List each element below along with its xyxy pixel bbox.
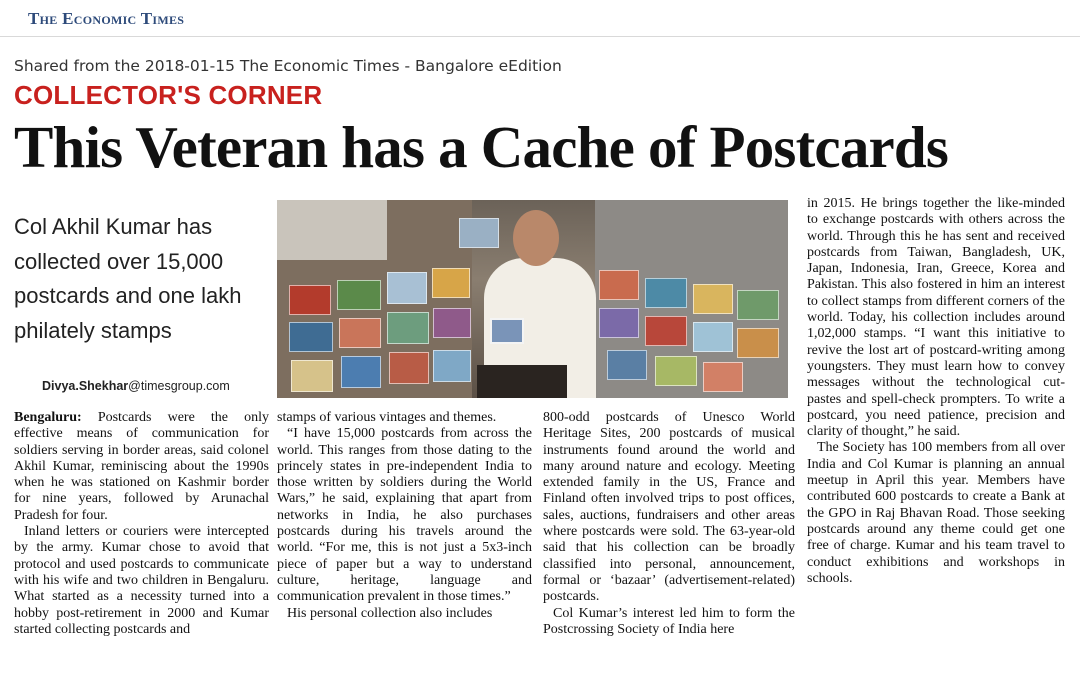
photo-postcard [337,280,381,310]
photo-postcard [433,350,471,382]
article-paragraph: Col Kumar’s interest led him to form the Postcrossing Society of India here [543,605,795,637]
article-paragraph [14,410,269,524]
photo-held-postcard [490,318,524,344]
photo-postcard [459,218,499,248]
photo-postcard [291,360,333,392]
article-column-3 [543,410,795,638]
photo-postcard [645,278,687,308]
photo-postcard [599,308,639,338]
photo-postcard [389,352,429,384]
photo-person-head [513,210,559,266]
photo-postcard [432,268,470,298]
article-paragraph: His personal collection also includes [287,605,493,621]
photo-postcard [341,356,381,388]
photo-window [277,200,387,260]
shared-from-line: Shared from the 2018-01-15 The Economic Times - Bangalore eEdition [14,57,562,75]
article-column-1 [14,410,269,638]
photo-postcard [339,318,381,348]
article-column-4 [807,196,1065,587]
photo-postcard [645,316,687,346]
paragraph-text: Postcards were the only effective means of communication for soldiers serving in border areas, said colonel Akhil Kumar, reminiscing about the 1990s when he was stationed on Kashmir border for nine years, followed by Arunachal Pradesh for four. [14,410,270,523]
photo-postcard [599,270,639,300]
headline: This Veteran has a Cache of Postcards [14,114,949,180]
deck-summary: Col Akhil Kumar has collected over 15,000 postcards and one lakh philately stamps [14,214,242,343]
photo-postcard [737,328,779,358]
article-paragraph: The Society has 100 members from all over India and Col Kumar is planning an annual meetup in April this year. Members have contributed 600 postcards to create a Bank at the GPO in Raj Bhavan Road. Those seeking postcards around any theme could get one free of charge. Kumar and his team travel to conduct exhibitions and workshops in schools. [807,440,1065,586]
byline [42,379,230,393]
byline-email-domain: @timesgroup.com [128,379,230,393]
article-photo [277,200,788,398]
photo-postcard [693,322,733,352]
photo-postcard [693,284,733,314]
photo-postcard [655,356,697,386]
byline-name: Divya.Shekhar [42,379,129,393]
photo-postcard [607,350,647,380]
photo-postcard [703,362,743,392]
section-kicker: COLLECTOR'S CORNER [14,80,323,110]
article-paragraph: Inland letters or couriers were intercepted by the army. Kumar chose to avoid that protocol and used postcards to communicate with his wife and two children in Bengaluru. What started as a necessity turned into a hobby post-retirement in 2000 and Kumar started collecting postcards and [14,524,269,637]
article-paragraph: “I have 15,000 postcards from across the world. This ranges from those dating to the princely states in pre-independent India to those written by soldiers during the World Wars,” he said, explaining that apart from networks in India, he also purchases postcards during his travels around the world. “For me, this is not just a 5x3-inch piece of paper but a way to understand culture, heritage, language and communication prevalent in those times.” [277,426,532,605]
photo-postcard [737,290,779,320]
article-paragraph: in 2015. He brings together the like-minded to exchange postcards with others across the world. Through this he has sent and received postcards from Taiwan, Bangladesh, UK, Japan, Indonesia, Iran, Greece, Korea and Pakistan. This also fostered in him an interest to collect stamps from different corners of the world. Today, his collection includes around 1,02,000 stamps. “I want this initiative to revive the lost art of postcard-writing among youngsters. They must learn how to convey messages without the technological cut-pastes and spell-check prompters. To write a postcard, you need patience, precision and clarity of thought,” he said. [807,196,1065,440]
photo-postcard [433,308,471,338]
top-divider [0,36,1080,37]
photo-postcard [289,285,331,315]
article-paragraph: stamps of various vintages and themes. [277,410,497,425]
photo-postcard [387,272,427,304]
article-column-2 [277,410,532,622]
masthead-logo: The Economic Times [28,9,185,28]
photo-postcard [387,312,429,344]
photo-person-trousers [477,365,567,398]
photo-postcard [289,322,333,352]
dateline: Bengaluru: [14,410,82,425]
article-paragraph: 800-odd postcards of Unesco World Heritage Sites, 200 postcards of musical instruments found around the world and many around nature and ecology. Meeting extended family in the US, France and Finland often involved trips to post offices, sales, auctions, fundraisers and other areas where postcards were sold. The 63-year-old said that his collection can be broadly classified into personal, announcement, formal or ‘bazaar’ (advertisement-related) postcards. [543,410,795,605]
